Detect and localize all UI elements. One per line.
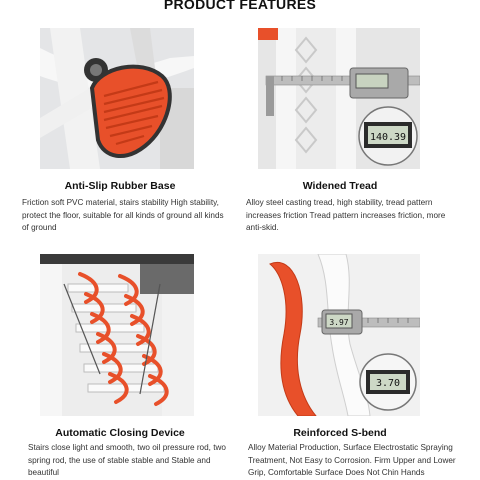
caliper-reading-text: 140.39 (369, 132, 407, 143)
page-title: PRODUCT FEATURES (163, 0, 317, 12)
feature-desc-auto-closing: Stairs close light and smooth, two oil pressure rod, two spring rod, the use of stable stable and Stable and beautiful (28, 443, 226, 477)
feature-desc-widened-tread: Alloy steel casting tread, high stability, tread pattern increases friction Tread pattern increases friction, more anti-skid. (246, 198, 446, 232)
s-bend-caliper-photo (258, 254, 420, 416)
feature-desc-s-bend: Alloy Material Production, Surface Electrostatic Spraying Treatment, Not Easy to Corrosion. Firm Upper and Lower Grip, Comfortable Surface Does Not Chin Hands (248, 443, 456, 477)
feature-title-s-bend: Reinforced S-bend (293, 427, 387, 439)
folding-stairs-photo (40, 254, 194, 416)
feature-title-widened-tread: Widened Tread (302, 180, 378, 192)
caliper-tread-photo (258, 28, 420, 169)
feature-title-anti-slip: Anti-Slip Rubber Base (64, 180, 176, 192)
feature-desc-anti-slip: Friction soft PVC material, stairs stability High stability, protect the floor, suitable for all kinds of ground all kinds of ground (22, 198, 224, 232)
feature-title-auto-closing: Automatic Closing Device (55, 427, 185, 439)
caliper-reading-top-text: 3.97 (329, 318, 349, 327)
caliper-reading-bottom-text: 3.70 (375, 378, 401, 389)
rubber-foot-photo (40, 28, 194, 169)
